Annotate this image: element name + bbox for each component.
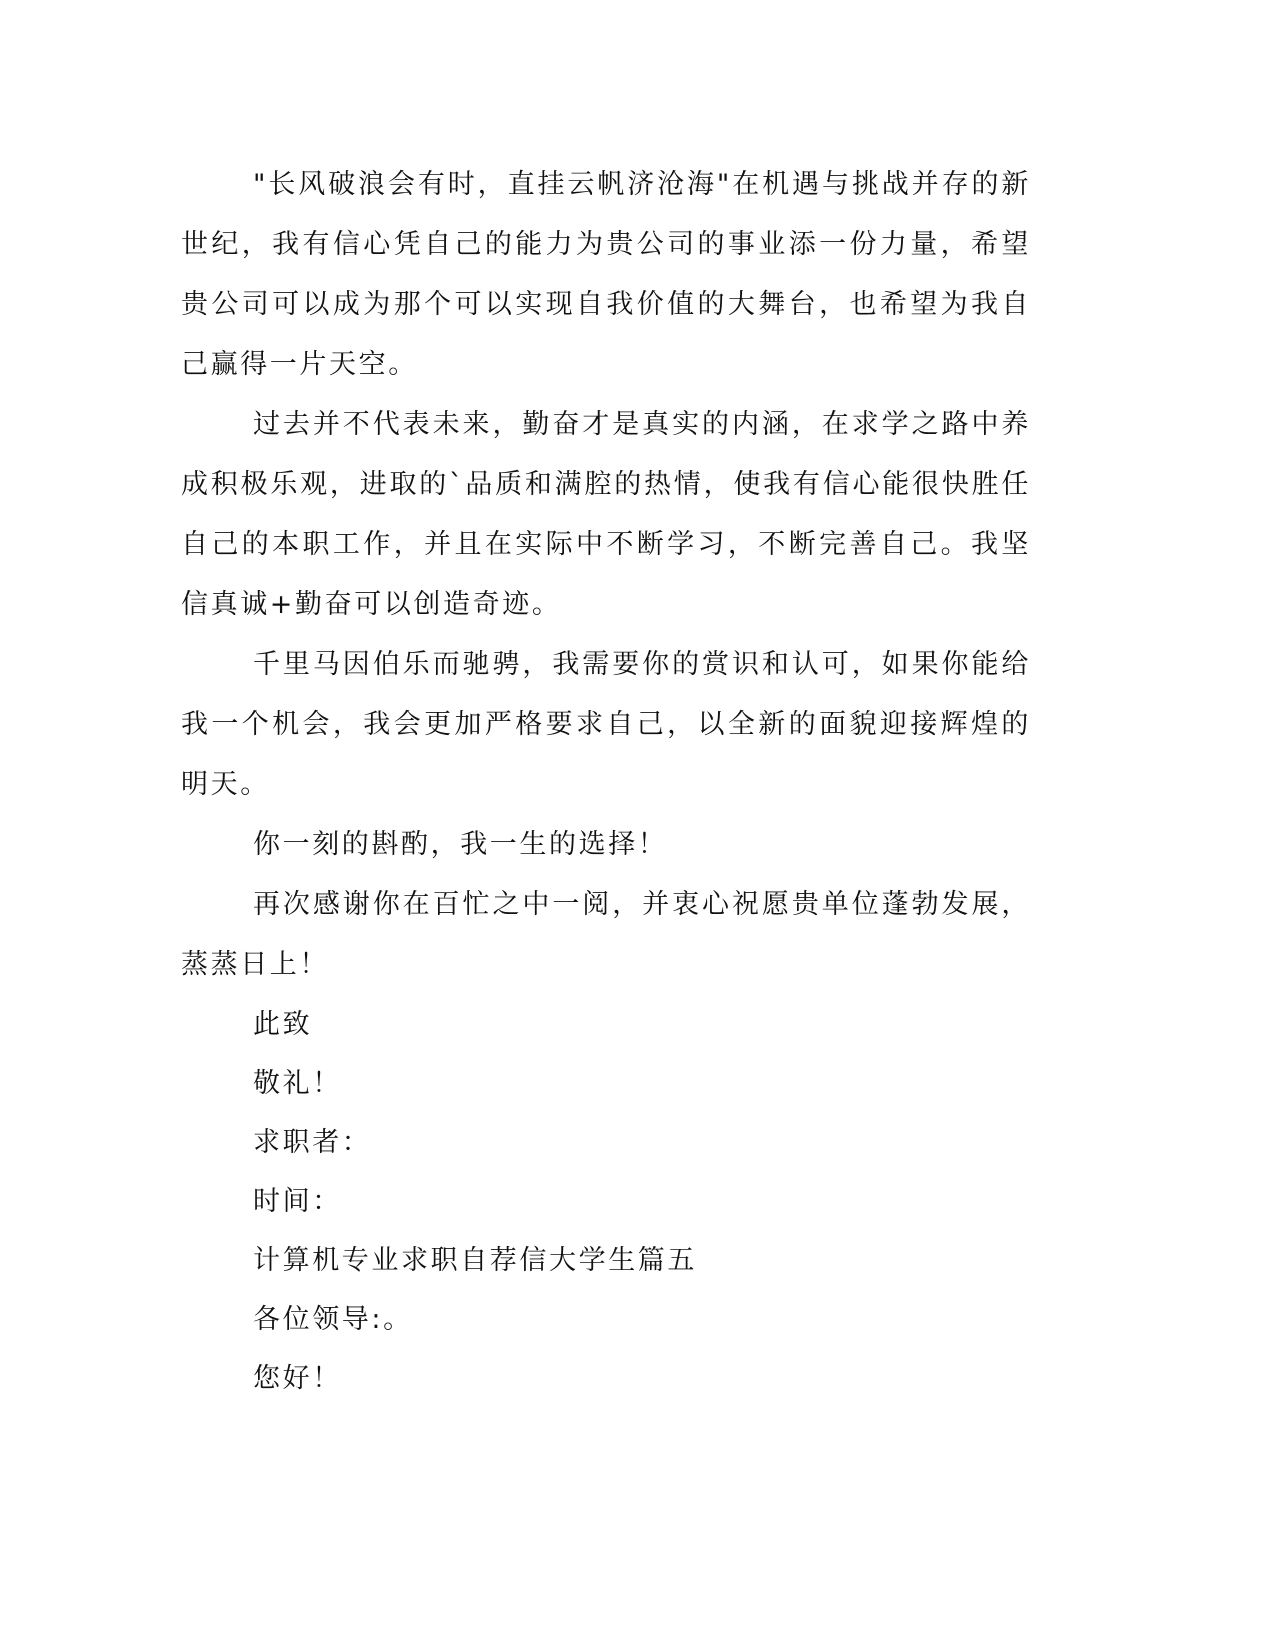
time-label: 时间：	[253, 1186, 342, 1217]
greeting: 各位领导:。	[253, 1304, 413, 1335]
paragraph-4: 你一刻的斟酌，我一生的选择！	[253, 829, 668, 860]
closing-regards: 敬礼！	[253, 1068, 342, 1099]
hello-line: 您好！	[253, 1363, 342, 1394]
closing-salutation: 此致	[253, 1009, 313, 1040]
section-title: 计算机专业求职自荐信大学生篇五	[253, 1245, 697, 1276]
paragraph-5: 再次感谢你在百忙之中一阅，并衷心祝愿贵单位蓬勃发展，蒸蒸日上！	[181, 889, 1031, 980]
document-body	[181, 155, 1031, 1408]
paragraph-3: 千里马因伯乐而驰骋，我需要你的赏识和认可，如果你能给我一个机会，我会更加严格要求自己，以全新的面貌迎接辉煌的明天。	[181, 649, 1031, 800]
applicant-label: 求职者：	[253, 1127, 372, 1158]
paragraph-1: "长风破浪会有时，直挂云帆济沧海"在机遇与挑战并存的新世纪，我有信心凭自己的能力为贵公司的事业添一份力量，希望贵公司可以成为那个可以实现自我价值的大舞台，也希望为我自己赢得一片天空。	[181, 169, 1031, 380]
paragraph-2: 过去并不代表未来，勤奋才是真实的内涵，在求学之路中养成积极乐观，进取的`品质和满腔的热情，使我有信心能很快胜任自己的本职工作，并且在实际中不断学习，不断完善自己。我坚信真诚+勤奋可以创造奇迹。	[181, 409, 1031, 620]
